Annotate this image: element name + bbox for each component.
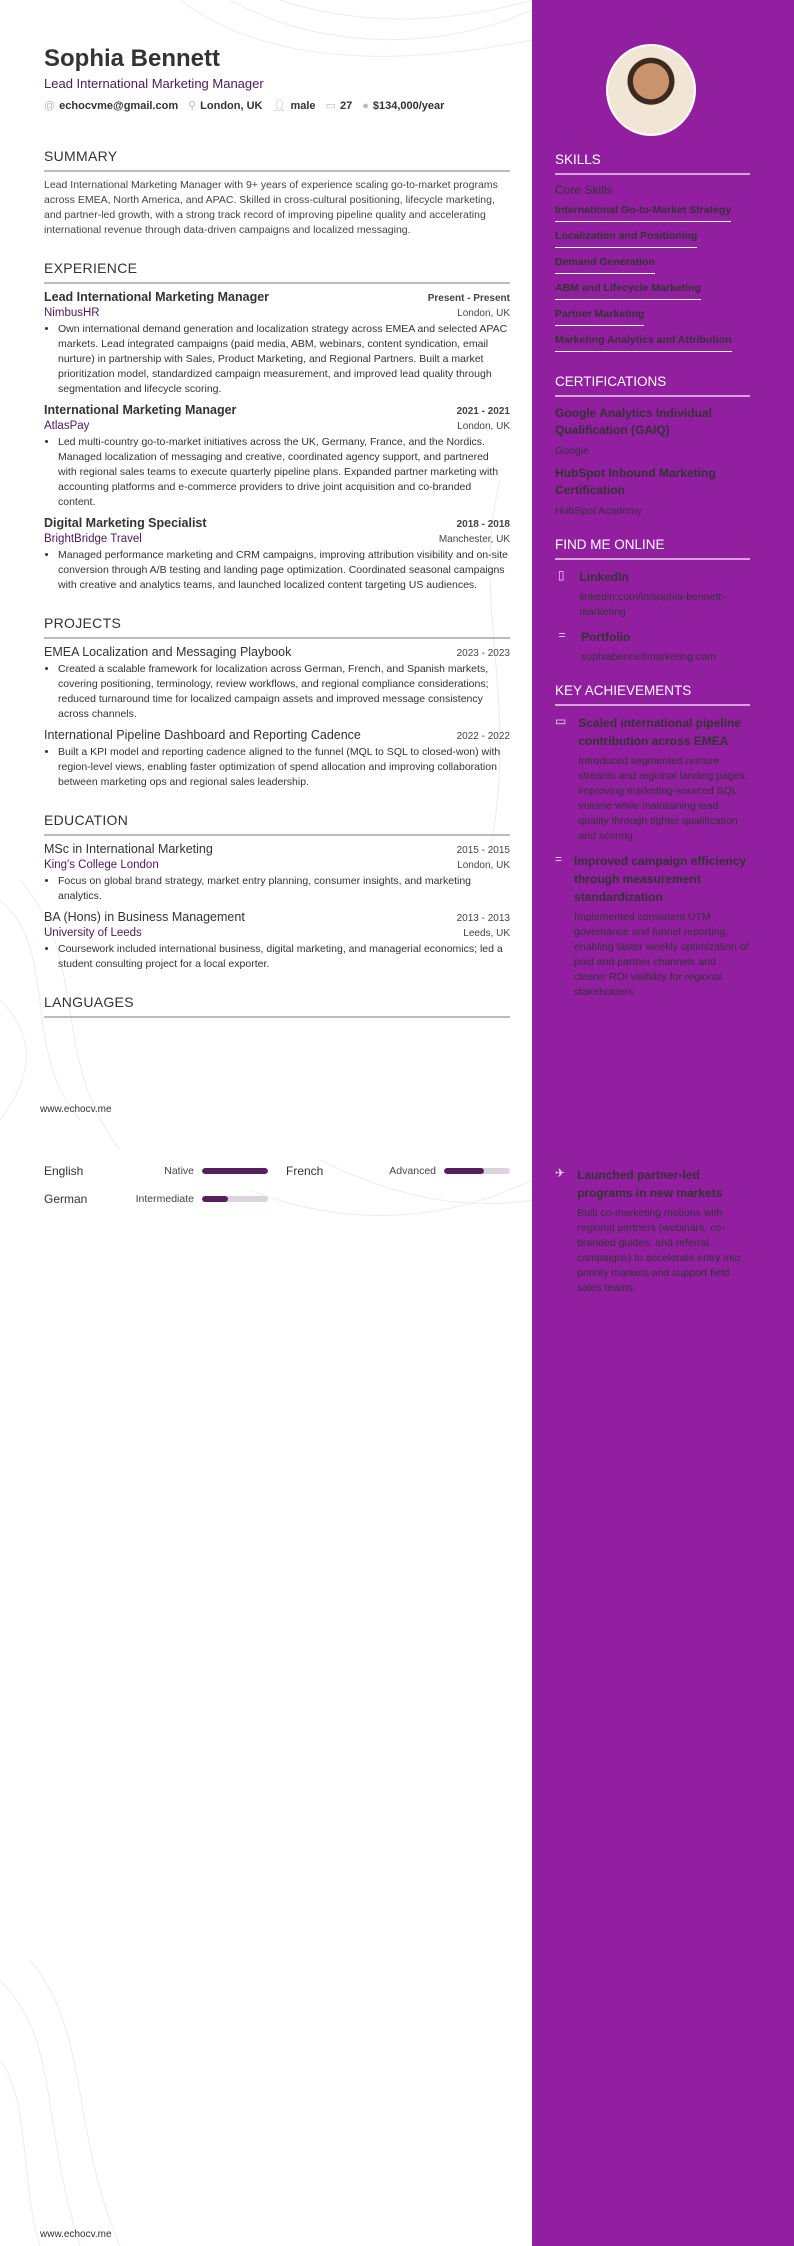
- degree: MSc in International Marketing: [44, 842, 213, 856]
- certification-name: HubSpot Inbound Marketing Certification: [555, 466, 716, 497]
- menu-icon: =: [555, 852, 563, 866]
- link-url[interactable]: sophiabennettmarketing.com: [581, 651, 716, 663]
- skills-heading: SKILLS: [555, 152, 750, 175]
- school: King's College London: [44, 859, 159, 871]
- location: ⚲ London, UK: [188, 100, 263, 112]
- certification-issuer: Google: [555, 445, 589, 457]
- proficiency-fill: [202, 1196, 228, 1202]
- language-item: German Intermediate: [44, 1192, 268, 1206]
- skill: Demand Generation: [555, 253, 655, 274]
- badge-icon: ▭: [555, 714, 567, 728]
- proficiency-bar: [202, 1168, 268, 1174]
- education-item: [44, 842, 510, 904]
- salary: ● $134,000/year: [362, 99, 445, 112]
- location-icon: ⚲: [188, 100, 197, 112]
- skill: International Go-to-Market Strategy: [555, 201, 731, 222]
- achievement: ✈ Launched partner-led programs in new markets Built co-marketing motions with regional partners (webinars, co-branded guides, and referral campaigns) to accelerate entry into priority markets and support field sales teams.: [555, 1166, 741, 1294]
- candidate-name: Sophia Bennett: [44, 45, 221, 72]
- achievements-heading: KEY ACHIEVEMENTS: [555, 683, 750, 706]
- sidebar-content-page2: [555, 1166, 750, 1304]
- project-title: International Pipeline Dashboard and Reporting Cadence: [44, 728, 361, 742]
- menu-icon: =: [558, 628, 566, 642]
- degree: BA (Hons) in Business Management: [44, 910, 245, 924]
- achievement: = Improved campaign efficiency through measurement standardization Implemented consistent UTM governance and funnel reporting, enabling faster weekly optimization of paid and partner channels and clearer ROI visibility for regional stakeholders.: [555, 852, 749, 998]
- profile-photo: [606, 44, 696, 136]
- phone-icon: ▯: [557, 568, 565, 582]
- rocket-icon: ✈: [555, 1166, 566, 1180]
- footer-site: www.echocv.me: [40, 1104, 112, 1115]
- job-title: Lead International Marketing Manager: [44, 76, 264, 91]
- calendar-icon: ▭: [325, 100, 336, 112]
- achievement: ▭ Scaled international pipeline contribution across EMEA Introduced segmented nurture streams and regional landing pages, improving marketing-sourced SQL volume while maintaining lead quality through tighter qualification and scoring.: [555, 714, 748, 842]
- position: Lead International Marketing Manager: [44, 290, 270, 304]
- company: NimbusHR: [44, 307, 100, 319]
- money-icon: ●: [362, 99, 369, 112]
- online-link[interactable]: ▯ LinkedIn linkedin.com/in/sophia-bennett-marketing: [555, 568, 750, 620]
- company: BrightBridge Travel: [44, 533, 142, 545]
- bullet: • Focus on global brand strategy, market entry planning, consumer insights, and marketing analytics.: [58, 874, 510, 904]
- experience-item: [44, 516, 510, 593]
- bullet: • Built a KPI model and reporting cadence aligned to the funnel (MQL to SQL to closed-won) with region-level views, enabling faster optimization of spend allocation and improving collaboration between marketing ops and regional sales leadership.: [58, 745, 510, 790]
- location: London, UK: [457, 860, 510, 871]
- experience-item: [44, 290, 510, 397]
- project-item: [44, 645, 510, 722]
- sidebar-content: [555, 152, 750, 1008]
- location: London, UK: [457, 308, 510, 319]
- bullet: • Led multi-country go-to-market initiatives across the UK, Germany, France, and the Nordics. Managed localization of messaging and creative, coordinated agency support, and partnered with regional sales teams to execute quarterly pipeline plans. Expanded partner marketing with accounting platforms and e-commerce providers to drive joint acquisition and co-branded content.: [58, 435, 510, 510]
- position: International Marketing Manager: [44, 403, 237, 417]
- proficiency-bar: [202, 1196, 268, 1202]
- project-item: [44, 728, 510, 790]
- bullet: • Managed performance marketing and CRM campaigns, improving attribution visibility and on-site conversion through A/B testing and landing page optimization. Coordinated seasonal campaigns with creative and analytics teams, and launched localized content targeting US audiences.: [58, 548, 510, 593]
- dates: Present - Present: [427, 293, 510, 304]
- education-item: [44, 910, 510, 972]
- footer-site: www.echocv.me: [40, 2229, 112, 2240]
- position: Digital Marketing Specialist: [44, 516, 207, 530]
- education-heading: EDUCATION: [44, 812, 510, 836]
- bullet: • Own international demand generation and localization strategy across EMEA and selected APAC markets. Lead integrated campaigns (paid media, ABM, webinars, content syndication, email nurture) in partnership with Sales, Product Marketing, and Regional Partners. Built a market prioritization model, standardized campaign measurement, and improved lead quality through segmentation and lifecycle scoring.: [58, 322, 510, 397]
- project-title: EMEA Localization and Messaging Playbook: [44, 645, 292, 659]
- location: Manchester, UK: [438, 534, 510, 545]
- summary-heading: SUMMARY: [44, 148, 510, 172]
- summary-text: Lead International Marketing Manager with 9+ years of experience scaling go-to-market programs across EMEA, North America, and APAC. Skilled in cross-cultural positioning, lifecycle marketing, and partner-led growth, with a strong track record of improving pipeline quality and accelerating international revenue through data-driven campaigns and localized messaging.: [44, 179, 498, 236]
- age: ▭ 27: [325, 100, 353, 112]
- online-heading: FIND ME ONLINE: [555, 537, 750, 560]
- at-icon: @: [44, 99, 56, 112]
- language-item: French Advanced: [286, 1164, 510, 1178]
- location: London, UK: [457, 421, 510, 432]
- skill: Partner Marketing: [555, 305, 644, 326]
- proficiency-bar: [444, 1168, 510, 1174]
- location: Leeds, UK: [463, 928, 510, 939]
- dates: 2023 - 2023: [456, 648, 510, 659]
- dates: 2015 - 2015: [456, 845, 510, 856]
- language-item: English Native: [44, 1164, 268, 1178]
- certification-name: Google Analytics Individual Qualification (GAIQ): [555, 406, 712, 437]
- certifications-heading: CERTIFICATIONS: [555, 374, 750, 397]
- dates: 2021 - 2021: [456, 406, 510, 417]
- languages-list: [44, 1164, 510, 1206]
- school: University of Leeds: [44, 927, 142, 939]
- dates: 2022 - 2022: [456, 731, 510, 742]
- experience-item: [44, 403, 510, 510]
- proficiency-fill: [202, 1168, 268, 1174]
- online-link[interactable]: = Portfolio sophiabennettmarketing.com: [555, 628, 750, 665]
- languages-heading: LANGUAGES: [44, 994, 510, 1018]
- skills-group: Core Skills: [555, 183, 613, 197]
- bullet: • Coursework included international business, digital marketing, and managerial economics; led a student consulting project for a local exporter.: [58, 942, 510, 972]
- contact-row: [44, 99, 510, 112]
- main-column: [44, 44, 510, 1024]
- bullet: • Created a scalable framework for localization across German, French, and Spanish markets, covering positioning, terminology, review workflows, and regional compliance considerations; reduced turnaround time for localized campaign assets and improved message consistency across channels.: [58, 662, 510, 722]
- email: @ echocvme@gmail.com: [44, 99, 179, 112]
- gender: 👤︎ male: [272, 100, 316, 112]
- person-icon: 👤︎: [272, 100, 287, 112]
- skill: Localization and Positioning: [555, 227, 697, 248]
- dates: 2018 - 2018: [456, 519, 510, 530]
- experience-heading: EXPERIENCE: [44, 260, 510, 284]
- projects-heading: PROJECTS: [44, 615, 510, 639]
- company: AtlasPay: [44, 420, 90, 432]
- certification-issuer: HubSpot Academy: [555, 505, 642, 517]
- skill: Marketing Analytics and Attribution: [555, 331, 732, 352]
- proficiency-fill: [444, 1168, 484, 1174]
- dates: 2013 - 2013: [456, 913, 510, 924]
- skill: ABM and Lifecycle Marketing: [555, 279, 701, 300]
- link-url[interactable]: linkedin.com/in/sophia-bennett-marketing: [579, 591, 725, 618]
